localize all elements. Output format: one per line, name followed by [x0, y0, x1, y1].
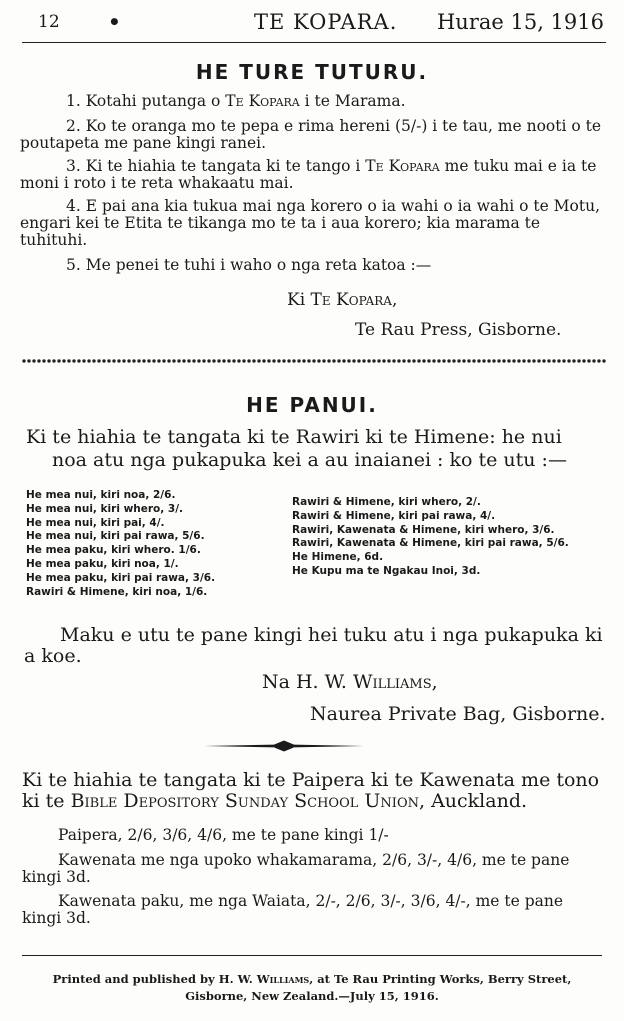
price-item: Rawiri, Kawenata & Himene, kiri pai rawa, 5/6. [292, 537, 569, 550]
footer-rule [22, 955, 602, 956]
bible-intro: Ki te hiahia te tangata ki te Paipera ki te Kawenata me tono ki te Bible Depository Sunday School Union, Auckland. [22, 769, 600, 812]
notice-heading: HE PANUI. [246, 393, 378, 417]
rule-item-2: 2. Ko te oranga mo te pepa e rima hereni (5/-) i te tau, me nooti o te poutapeta me pane kingi ranei. [20, 117, 602, 152]
price-item: Rawiri & Himene, kiri whero, 2/. [292, 496, 481, 508]
price-item: Rawiri, Kawenata & Himene, kiri whero, 3/6. [292, 523, 555, 536]
page-header [22, 10, 604, 40]
price-item: He Kupu ma te Ngakau Inoi, 3d. [292, 564, 481, 577]
header-rule [22, 42, 606, 43]
rules-heading: HE TURE TUTURU. [195, 60, 429, 84]
price-item: Rawiri & Himene, kiri pai rawa, 4/. [292, 509, 496, 522]
price-item: He Himene, 6d. [292, 551, 384, 564]
address-line-2: Te Rau Press, Gisborne. [355, 320, 562, 340]
postage-note: Maku e utu te pane kingi hei tuku atu i nga pukapuka ki a koe. [24, 624, 603, 667]
price-item: He mea nui, kiri pai rawa, 5/6. [26, 530, 205, 543]
rule-item-1: 1. Kotahi putanga o Te Kopara i te Marama. [66, 92, 406, 110]
masthead-title: TE KOPARA. [254, 10, 398, 34]
notice-intro-line-1: Ki te hiahia te tangata ki te Rawiri ki te Himene: he nui [26, 426, 562, 448]
signature-address: Naurea Private Bag, Gisborne. [310, 703, 606, 725]
price-item: He mea nui, kiri whero, 3/. [26, 502, 184, 515]
notice-intro-line-2: noa atu nga pukapuka kei a au inaianei : ko te utu :— [52, 449, 567, 471]
page-number: 12 [38, 12, 60, 32]
dotted-divider [22, 358, 606, 364]
ornamental-divider [204, 740, 364, 752]
price-list-right [292, 496, 608, 579]
header-dot: • [108, 10, 121, 34]
price-item: He mea paku, kiri whero. 1/6. [26, 544, 201, 557]
bible-price-2: Kawenata me nga upoko whakamarama, 2/6, 3/-, 4/6, me te pane kingi 3d. [22, 851, 570, 886]
price-item: Rawiri & Himene, kiri noa, 1/6. [26, 585, 208, 598]
imprint-footer: Printed and published by H. W. Williams, at Te Rau Printing Works, Berry Street, Gisborne, New Zealand.—July 15, 1916. [52, 972, 572, 1003]
issue-date: Hurae 15, 1916 [436, 10, 604, 34]
bible-price-1: Paipera, 2/6, 3/6, 4/6, me te pane kingi 1/- [58, 826, 389, 844]
rule-item-4: 4. E pai ana kia tukua mai nga korero o ia wahi o ia wahi o te Motu, engari kei te Etita te tikanga mo te ta i aua korero; kia marama te tuhituhi. [20, 197, 601, 249]
signature: Na H. W. Williams, [262, 671, 438, 693]
address-line-1: Ki Te Kopara, [287, 290, 398, 310]
price-item: He mea nui, kiri noa, 2/6. [26, 489, 176, 501]
price-list-left [26, 489, 288, 599]
bible-price-3: Kawenata paku, me nga Waiata, 2/-, 2/6, 3/-, 3/6, 4/-, me te pane kingi 3d. [22, 892, 564, 927]
price-item: He mea paku, kiri pai rawa, 3/6. [26, 571, 216, 584]
price-item: He mea paku, kiri noa, 1/. [26, 557, 179, 570]
rule-item-3: 3. Ki te hiahia te tangata ki te tango i Te Kopara me tuku mai e ia te moni i roto i te reta whakaatu mai. [20, 157, 597, 192]
price-item: He mea nui, kiri pai, 4/. [26, 516, 165, 529]
rule-item-5: 5. Me penei te tuhi i waho o nga reta katoa :— [66, 256, 432, 274]
